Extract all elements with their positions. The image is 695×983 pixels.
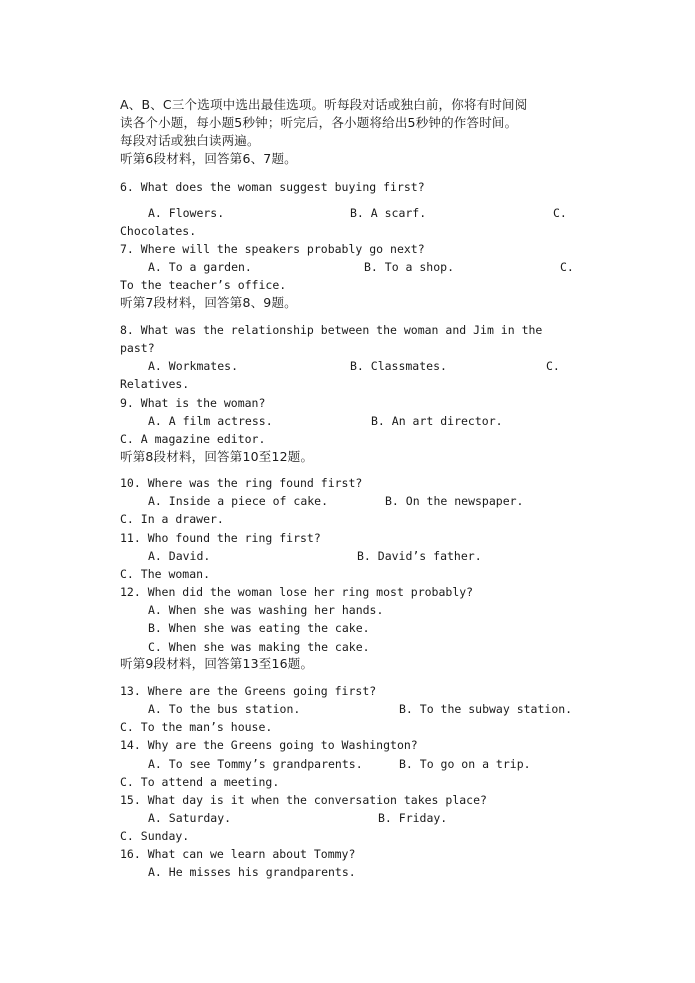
- question-10-option-a: A. Inside a piece of cake.: [148, 494, 329, 508]
- question-8-option-b: B. Classmates.: [350, 359, 447, 373]
- question-8-option-a: A. Workmates.: [148, 359, 239, 373]
- question-15-stem: 15. What day is it when the conversation takes place?: [120, 793, 487, 807]
- question-9-option-b: B. An art director.: [371, 414, 503, 428]
- question-12-option-b: B. When she was eating the cake.: [148, 621, 370, 635]
- question-13-option-a: A. To the bus station.: [148, 702, 301, 716]
- instructions-line-1: A、B、C三个选项中选出最佳选项。听每段对话或独白前，你将有时间阅: [120, 97, 528, 112]
- question-8-stem-line-2: past?: [120, 341, 155, 355]
- question-9-option-a: A. A film actress.: [148, 414, 273, 428]
- question-14-stem: 14. Why are the Greens going to Washington?: [120, 738, 418, 752]
- question-9-option-c: C. A magazine editor.: [120, 432, 266, 446]
- section-heading-7: 听第7段材料，回答第8、9题。: [120, 295, 297, 310]
- question-10-option-b: B. On the newspaper.: [385, 494, 524, 508]
- question-7-option-c-text: To the teacher’s office.: [120, 278, 287, 292]
- question-6-option-c-text: Chocolates.: [120, 224, 197, 238]
- question-7-option-b: B. To a shop.: [364, 260, 455, 274]
- section-heading-6: 听第6段材料，回答第6、7题。: [120, 151, 297, 166]
- question-7-option-c-label: C.: [560, 260, 574, 274]
- question-15-option-c: C. Sunday.: [120, 829, 190, 843]
- question-6-option-a: A. Flowers.: [148, 206, 225, 220]
- question-6-option-c-label: C.: [553, 206, 567, 220]
- question-11-option-a: A. David.: [148, 549, 211, 563]
- question-14-option-c: C. To attend a meeting.: [120, 775, 280, 789]
- question-11-option-c: C. The woman.: [120, 567, 211, 581]
- instructions-line-2: 读各个小题，每小题5秒钟；听完后，各小题将给出5秒钟的作答时间。: [120, 115, 518, 130]
- question-13-stem: 13. Where are the Greens going first?: [120, 684, 377, 698]
- question-8-option-c-text: Relatives.: [120, 377, 190, 391]
- question-8-option-c-label: C.: [546, 359, 560, 373]
- question-7-stem: 7. Where will the speakers probably go next?: [120, 242, 425, 256]
- question-15-option-a: A. Saturday.: [148, 811, 232, 825]
- question-9-stem: 9. What is the woman?: [120, 396, 266, 410]
- section-heading-8: 听第8段材料，回答第10至12题。: [120, 449, 314, 464]
- question-11-stem: 11. Who found the ring first?: [120, 531, 321, 545]
- question-13-option-b: B. To the subway station.: [399, 702, 573, 716]
- question-12-option-a: A. When she was washing her hands.: [148, 603, 384, 617]
- question-10-option-c: C. In a drawer.: [120, 512, 224, 526]
- question-13-option-c: C. To the man’s house.: [120, 720, 273, 734]
- question-7-option-a: A. To a garden.: [148, 260, 252, 274]
- question-6-option-b: B. A scarf.: [350, 206, 427, 220]
- question-14-option-b: B. To go on a trip.: [399, 757, 531, 771]
- instructions-line-3: 每段对话或独白读两遍。: [120, 133, 260, 148]
- question-16-option-a: A. He misses his grandparents.: [148, 865, 356, 879]
- question-14-option-a: A. To see Tommy’s grandparents.: [148, 757, 363, 771]
- question-10-stem: 10. Where was the ring found first?: [120, 476, 363, 490]
- question-6-stem: 6. What does the woman suggest buying first?: [120, 180, 425, 194]
- question-8-stem-line-1: 8. What was the relationship between the woman and Jim in the: [120, 323, 543, 337]
- question-11-option-b: B. David’s father.: [357, 549, 482, 563]
- question-16-stem: 16. What can we learn about Tommy?: [120, 847, 356, 861]
- question-15-option-b: B. Friday.: [378, 811, 448, 825]
- section-heading-9: 听第9段材料，回答第13至16题。: [120, 656, 314, 671]
- question-12-stem: 12. When did the woman lose her ring most probably?: [120, 585, 474, 599]
- question-12-option-c: C. When she was making the cake.: [148, 640, 370, 654]
